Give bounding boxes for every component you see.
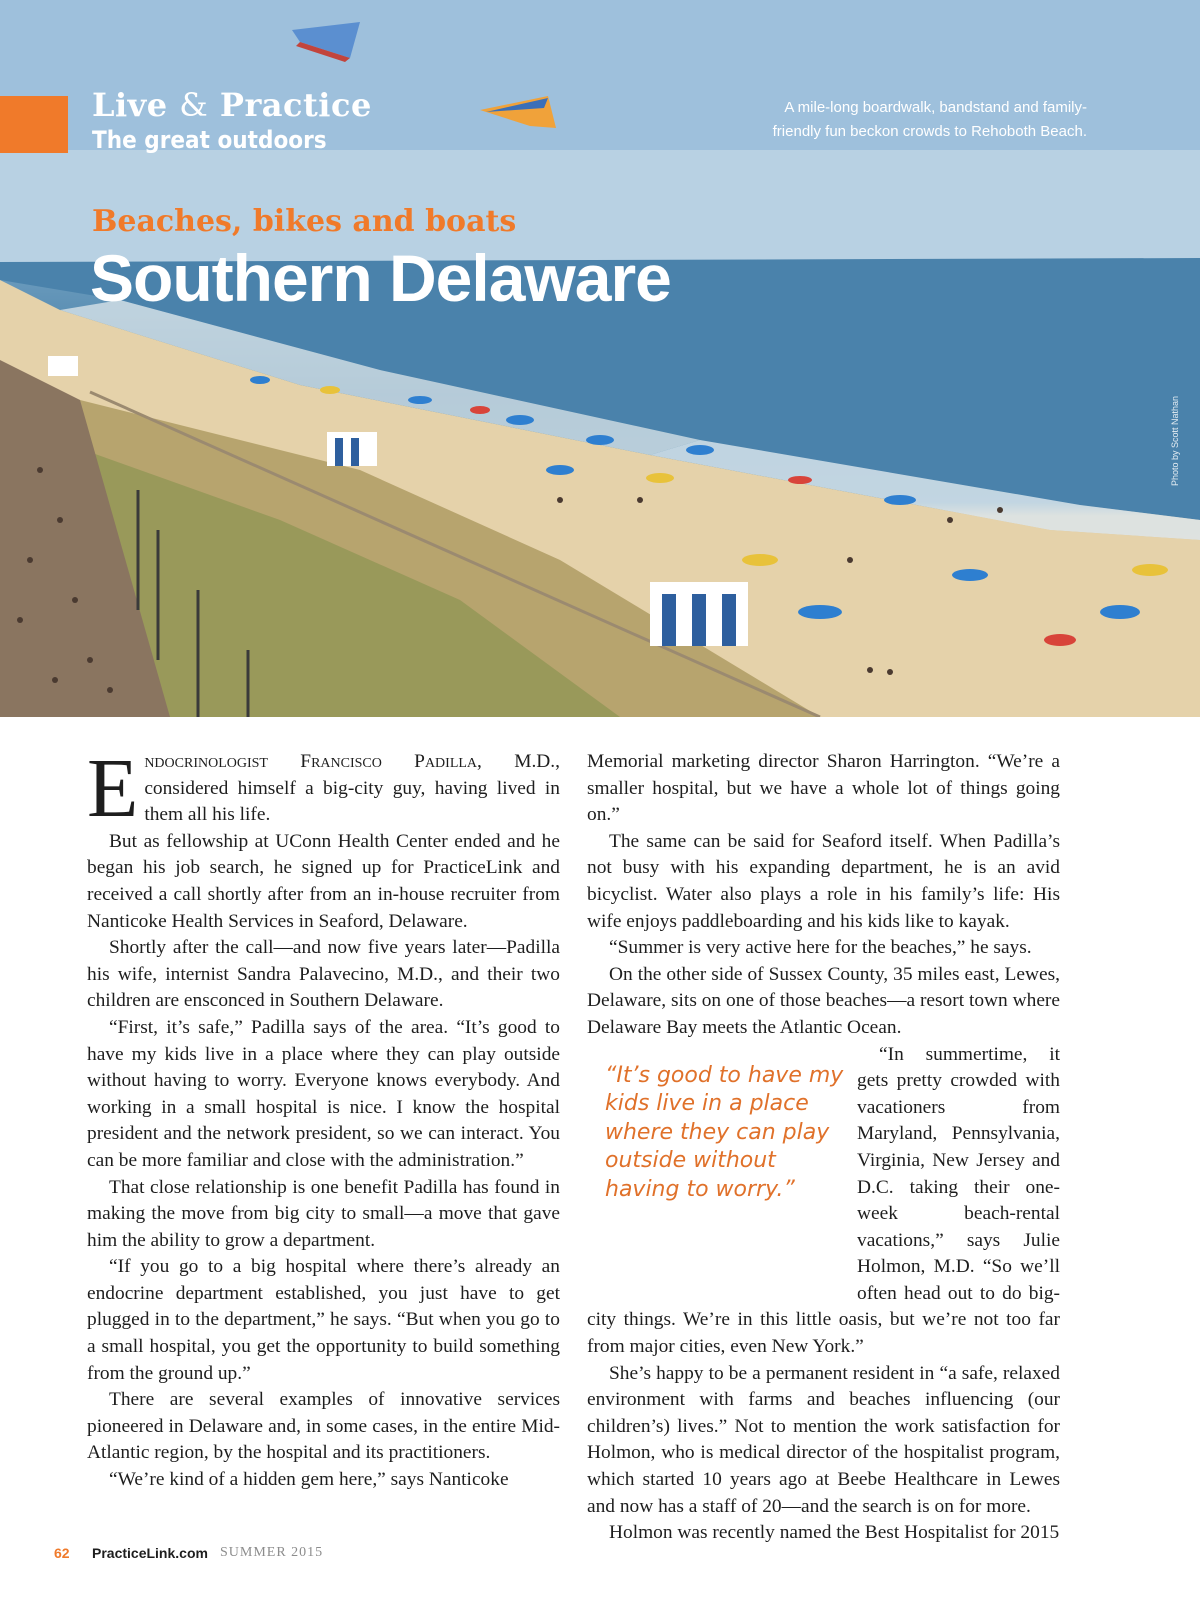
lead-paragraph: [87, 742, 560, 835]
photo-credit: Photo by Scott Nathan: [1170, 395, 1180, 486]
lead-text: M.D., considered himself a big-city guy, having lived in them all his life.: [144, 751, 560, 826]
drop-cap: E: [87, 742, 139, 835]
body-paragraph: Holmon was recently named the Best Hospitalist for 2015: [609, 1522, 1060, 1544]
lead-smallcaps: ndocrinologist Francisco Padilla,: [144, 751, 482, 772]
body-paragraph: On the other side of Sussex County, 35 miles east, Lewes, Delaware, sits on one of those beaches—a resort town where Delaware Bay meets the Atlantic Ocean.: [587, 963, 1060, 1038]
article-column-left: [87, 742, 560, 1494]
series-subtitle: The great outdoors: [92, 126, 327, 154]
series-title-practice: Practice: [219, 86, 372, 124]
body-paragraph: Shortly after the call—and now five years later—Padilla his wife, internist Sandra Palavecino, M.D., and their two children are ensconced in Southern Delaware.: [87, 937, 560, 1012]
body-paragraph: “We’re kind of a hidden gem here,” says Nanticoke: [109, 1469, 509, 1491]
continued-paragraph: Memorial marketing director Sharon Harrington. “We’re a smaller hospital, but we have a whole lot of things going on.”: [587, 751, 1060, 826]
hero-photo: [0, 0, 1200, 717]
pullquote-box: [587, 1042, 857, 1298]
series-title-live: Live: [92, 86, 168, 124]
article-headline: Southern Delaware: [90, 241, 671, 315]
body-paragraph: But as fellowship at UConn Health Center ended and he began his job search, he signed up for PracticeLink and received a call shortly after from an in-house recruiter from Nanticoke Health Services in Seaford, Delaware.: [87, 830, 560, 932]
body-paragraph: There are several examples of innovative services pioneered in Delaware and, in some cases, in the entire Mid-Atlantic region, by the hospital and its practitioners.: [87, 1389, 560, 1464]
body-paragraph: “Summer is very active here for the beaches,” he says.: [609, 937, 1032, 959]
body-paragraph: “If you go to a big hospital where there’s already an endocrine department established, you just have to get plugged in to the department,” he says. “But when you go to a small hospital, you get the opportunity to build something from the ground up.”: [87, 1256, 560, 1384]
body-paragraph: “In summertime, it gets pretty crowded with vacationers from Maryland, Pennsylvania, Virginia, New Jersey and D.C. taking their one-week beach-rental vacations,” says Julie Holmon, M.D. “So we’ll often head out to do big-city things. We’re in this little oasis, but we’re not too far from major cities, even New York.”: [587, 1043, 1060, 1358]
footer-site: PracticeLink.com: [92, 1545, 208, 1561]
photo-caption: A mile-long boardwalk, bandstand and family-friendly fun beckon crowds to Rehoboth Beach.: [772, 99, 1087, 140]
article-column-right: [587, 749, 1060, 1547]
body-paragraph: “First, it’s safe,” Padilla says of the area. “It’s good to have my kids live in a place where they can play outside without having to worry. Everyone knows everybody. And working in a small hospital is nice. I know the hospital president and the network president, so we can interact. You can be more familiar and close with the administration.”: [87, 1016, 560, 1171]
body-paragraph: She’s happy to be a permanent resident in “a safe, relaxed environment with farms and beaches influencing (our children’s) lives.” Not to mention the work satisfaction for Holmon, who is medical director of the hospitalist program, which started 10 years ago at Beebe Healthcare in Lewes and now has a staff of 20—and the search is on for more.: [587, 1362, 1060, 1517]
body-paragraph: That close relationship is one benefit Padilla has found in making the move from big city to small—a move that gave him the ability to grow a department.: [87, 1176, 560, 1251]
pullquote: “It’s good to have my kids live in a place where they can play outside without having to worry.”: [605, 1062, 844, 1202]
page-number: 62: [54, 1545, 70, 1561]
section-marker: [0, 96, 68, 153]
article-kicker: Beaches, bikes and boats: [92, 204, 517, 239]
body-paragraph: The same can be said for Seaford itself. When Padilla’s not busy with his expanding department, he is an avid bicyclist. Water also plays a role in his family’s life: His wife enjoys paddleboarding and his kids like to kayak.: [587, 830, 1060, 932]
footer-issue: SUMMER 2015: [220, 1545, 324, 1560]
series-title: [92, 86, 372, 124]
series-title-ampersand: &: [179, 86, 209, 124]
